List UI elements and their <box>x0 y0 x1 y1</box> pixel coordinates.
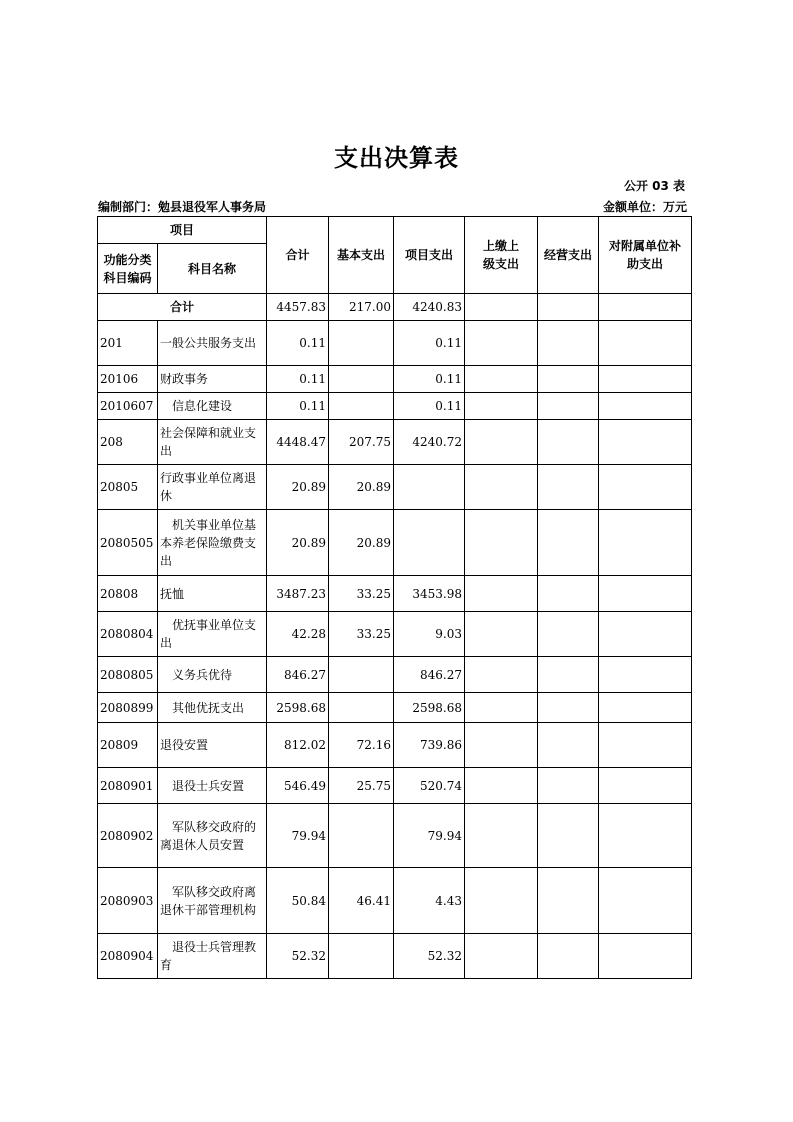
project-cell: 739.86 <box>394 723 465 768</box>
business-cell <box>538 657 599 693</box>
subject-name-cell: 其他优抚支出 <box>158 693 267 723</box>
table-row <box>98 420 692 465</box>
total-cell: 3487.23 <box>267 576 329 612</box>
table-row <box>98 612 692 657</box>
header-item: 项目 <box>98 217 267 244</box>
project-cell: 846.27 <box>394 657 465 693</box>
basic-cell: 46.41 <box>329 868 394 934</box>
table-row <box>98 693 692 723</box>
total-cell: 20.89 <box>267 510 329 576</box>
total-cell: 846.27 <box>267 657 329 693</box>
header-basic: 基本支出 <box>329 217 394 294</box>
upper-cell <box>465 366 538 393</box>
subject-name-cell: 一般公共服务支出 <box>158 321 267 366</box>
subsidiary-cell <box>599 420 692 465</box>
project-cell: 0.11 <box>394 393 465 420</box>
upper-cell <box>465 393 538 420</box>
subsidiary-cell <box>599 723 692 768</box>
upper-cell <box>465 510 538 576</box>
project-cell: 0.11 <box>394 321 465 366</box>
project-cell: 0.11 <box>394 366 465 393</box>
basic-cell: 33.25 <box>329 576 394 612</box>
subsidiary-cell <box>599 934 692 979</box>
basic-cell <box>329 393 394 420</box>
upper-cell <box>465 321 538 366</box>
total-row <box>98 294 692 321</box>
subsidiary-cell <box>599 657 692 693</box>
business-cell <box>538 366 599 393</box>
subsidiary-cell <box>599 510 692 576</box>
subsidiary-cell <box>599 393 692 420</box>
subject-name-cell: 军队移交政府离退休干部管理机构 <box>158 868 267 934</box>
subsidiary-cell <box>599 576 692 612</box>
subject-name-cell: 信息化建设 <box>158 393 267 420</box>
business-cell <box>538 393 599 420</box>
subject-name-cell: 退役安置 <box>158 723 267 768</box>
code-cell: 2080904 <box>98 934 158 979</box>
project-cell: 4240.72 <box>394 420 465 465</box>
project-cell <box>394 510 465 576</box>
business-cell <box>538 510 599 576</box>
table-row <box>98 465 692 510</box>
amount-unit: 金额单位：万元 <box>602 200 687 214</box>
subject-name-cell: 优抚事业单位支出 <box>158 612 267 657</box>
subject-name-cell: 义务兵优待 <box>158 657 267 693</box>
basic-cell: 217.00 <box>329 294 394 321</box>
subsidiary-cell <box>599 321 692 366</box>
business-cell <box>538 693 599 723</box>
form-number: 公开 03 表 <box>623 179 685 193</box>
upper-cell <box>465 868 538 934</box>
basic-cell: 20.89 <box>329 510 394 576</box>
total-cell: 42.28 <box>267 612 329 657</box>
subsidiary-cell <box>599 366 692 393</box>
table-row <box>98 768 692 804</box>
code-cell: 2080899 <box>98 693 158 723</box>
total-cell: 52.32 <box>267 934 329 979</box>
total-cell: 20.89 <box>267 465 329 510</box>
project-cell: 4240.83 <box>394 294 465 321</box>
basic-cell <box>329 366 394 393</box>
basic-cell: 33.25 <box>329 612 394 657</box>
total-cell: 812.02 <box>267 723 329 768</box>
upper-cell <box>465 294 538 321</box>
table-row <box>98 576 692 612</box>
basic-cell <box>329 657 394 693</box>
project-cell: 9.03 <box>394 612 465 657</box>
project-cell: 3453.98 <box>394 576 465 612</box>
upper-cell <box>465 693 538 723</box>
business-cell <box>538 321 599 366</box>
code-cell: 20106 <box>98 366 158 393</box>
header-project: 项目支出 <box>394 217 465 294</box>
code-cell: 2080903 <box>98 868 158 934</box>
upper-cell <box>465 612 538 657</box>
total-cell: 0.11 <box>267 393 329 420</box>
upper-cell <box>465 576 538 612</box>
code-cell: 2080901 <box>98 768 158 804</box>
total-cell: 4457.83 <box>267 294 329 321</box>
total-label: 合计 <box>98 294 267 321</box>
subject-name-cell: 军队移交政府的离退休人员安置 <box>158 804 267 868</box>
subject-name-cell: 行政事业单位离退休 <box>158 465 267 510</box>
upper-cell <box>465 934 538 979</box>
code-cell: 2080805 <box>98 657 158 693</box>
upper-cell <box>465 420 538 465</box>
table-row <box>98 934 692 979</box>
table-row <box>98 366 692 393</box>
business-cell <box>538 420 599 465</box>
upper-cell <box>465 723 538 768</box>
basic-cell <box>329 693 394 723</box>
basic-cell: 207.75 <box>329 420 394 465</box>
total-cell: 546.49 <box>267 768 329 804</box>
subsidiary-cell <box>599 693 692 723</box>
project-cell: 520.74 <box>394 768 465 804</box>
table-row <box>98 393 692 420</box>
header-business: 经营支出 <box>538 217 599 294</box>
business-cell <box>538 768 599 804</box>
business-cell <box>538 934 599 979</box>
business-cell <box>538 465 599 510</box>
header-total: 合计 <box>267 217 329 294</box>
project-cell: 79.94 <box>394 804 465 868</box>
code-cell: 20808 <box>98 576 158 612</box>
table-row <box>98 510 692 576</box>
project-cell <box>394 465 465 510</box>
business-cell <box>538 612 599 657</box>
page-title: 支出决算表 <box>334 144 459 172</box>
code-cell: 2080902 <box>98 804 158 868</box>
subject-name-cell: 抚恤 <box>158 576 267 612</box>
subsidiary-cell <box>599 294 692 321</box>
business-cell <box>538 868 599 934</box>
header-func-code: 功能分类科目编码 <box>98 244 158 294</box>
subject-name-cell: 社会保障和就业支出 <box>158 420 267 465</box>
business-cell <box>538 576 599 612</box>
upper-cell <box>465 465 538 510</box>
header-upper: 上缴上级支出 <box>465 217 538 294</box>
code-cell: 2010607 <box>98 393 158 420</box>
subject-name-cell: 退役士兵管理教育 <box>158 934 267 979</box>
business-cell <box>538 804 599 868</box>
code-cell: 201 <box>98 321 158 366</box>
subject-name-cell: 财政事务 <box>158 366 267 393</box>
basic-cell: 25.75 <box>329 768 394 804</box>
basic-cell: 72.16 <box>329 723 394 768</box>
code-cell: 208 <box>98 420 158 465</box>
code-cell: 2080804 <box>98 612 158 657</box>
header-subject-name: 科目名称 <box>158 244 267 294</box>
project-cell: 2598.68 <box>394 693 465 723</box>
table-row <box>98 723 692 768</box>
total-cell: 0.11 <box>267 366 329 393</box>
expenditure-table <box>97 216 692 979</box>
business-cell <box>538 294 599 321</box>
upper-cell <box>465 657 538 693</box>
basic-cell: 20.89 <box>329 465 394 510</box>
code-cell: 20805 <box>98 465 158 510</box>
table-row <box>98 804 692 868</box>
table-row <box>98 657 692 693</box>
compiling-department: 编制部门：勉县退役军人事务局 <box>98 200 267 214</box>
business-cell <box>538 723 599 768</box>
basic-cell <box>329 804 394 868</box>
total-cell: 2598.68 <box>267 693 329 723</box>
total-cell: 79.94 <box>267 804 329 868</box>
code-cell: 2080505 <box>98 510 158 576</box>
subsidiary-cell <box>599 804 692 868</box>
header-subsidiary: 对附属单位补助支出 <box>599 217 692 294</box>
subject-name-cell: 机关事业单位基本养老保险缴费支出 <box>158 510 267 576</box>
total-cell: 4448.47 <box>267 420 329 465</box>
code-cell: 20809 <box>98 723 158 768</box>
subsidiary-cell <box>599 768 692 804</box>
subsidiary-cell <box>599 612 692 657</box>
subsidiary-cell <box>599 868 692 934</box>
total-cell: 50.84 <box>267 868 329 934</box>
table-row <box>98 868 692 934</box>
basic-cell <box>329 934 394 979</box>
project-cell: 52.32 <box>394 934 465 979</box>
upper-cell <box>465 768 538 804</box>
table-row <box>98 321 692 366</box>
project-cell: 4.43 <box>394 868 465 934</box>
basic-cell <box>329 321 394 366</box>
subsidiary-cell <box>599 465 692 510</box>
upper-cell <box>465 804 538 868</box>
total-cell: 0.11 <box>267 321 329 366</box>
subject-name-cell: 退役士兵安置 <box>158 768 267 804</box>
